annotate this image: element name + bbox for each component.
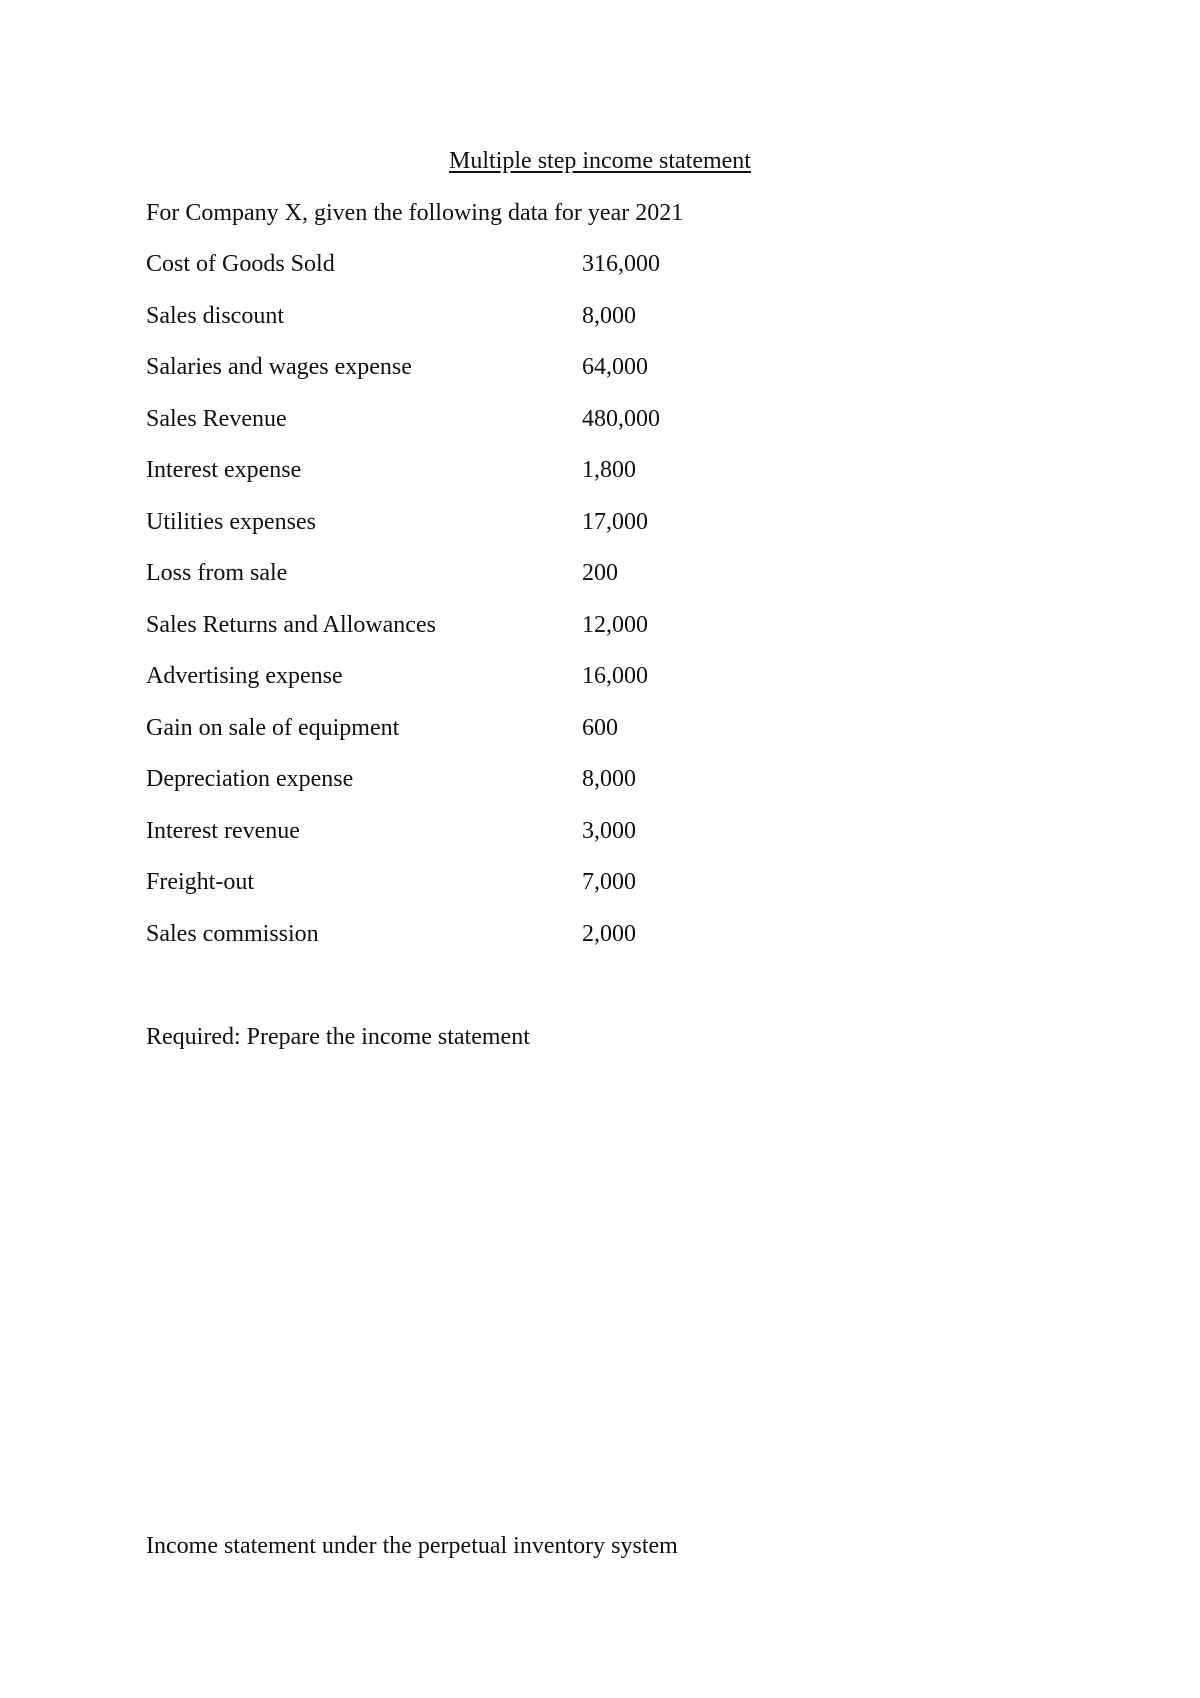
line-item: [146, 404, 846, 456]
line-item-value: 8,000: [582, 302, 636, 329]
line-item-value: 7,000: [582, 869, 636, 895]
line-item-label: Salaries and wages expense: [146, 354, 412, 380]
intro-text: For Company X, given the following data for year 2021: [146, 200, 684, 226]
line-item: [146, 352, 846, 404]
line-item-label: Advertising expense: [146, 663, 343, 689]
line-item-value: 600: [582, 714, 618, 741]
line-item-label: Interest expense: [146, 457, 302, 483]
line-item-label: Utilities expenses: [146, 508, 316, 535]
line-item-label: Cost of Goods Sold: [146, 251, 335, 277]
line-item-value: 3,000: [582, 817, 636, 844]
line-item-value: 1,800: [582, 457, 636, 483]
line-item-value: 64,000: [582, 354, 648, 380]
line-item-value: 316,000: [582, 251, 660, 277]
line-item: [146, 919, 846, 971]
line-item-label: Interest revenue: [146, 817, 300, 844]
line-item: [146, 558, 846, 610]
required-instruction: Required: Prepare the income statement: [146, 1024, 530, 1050]
line-item-label: Sales Returns and Allowances: [146, 611, 436, 638]
line-item-value: 8,000: [582, 766, 636, 792]
line-item-label: Gain on sale of equipment: [146, 714, 400, 741]
line-item-label: Loss from sale: [146, 560, 288, 586]
line-item: [146, 764, 846, 816]
line-item-label: Depreciation expense: [146, 766, 354, 792]
line-item: [146, 713, 846, 765]
line-item: [146, 249, 846, 301]
line-items-list: [146, 249, 846, 970]
line-item: [146, 661, 846, 713]
line-item: [146, 867, 846, 919]
line-item: [146, 816, 846, 868]
line-item-value: 17,000: [582, 508, 648, 535]
document-title: Multiple step income statement: [449, 148, 751, 174]
line-item-value: 480,000: [582, 405, 660, 432]
line-item-label: Sales commission: [146, 920, 319, 947]
line-item-label: Freight-out: [146, 869, 254, 895]
line-item: [146, 507, 846, 559]
line-item-value: 12,000: [582, 611, 648, 638]
line-item-value: 16,000: [582, 663, 648, 689]
section-heading: Income statement under the perpetual inventory system: [146, 1533, 678, 1559]
line-item: [146, 301, 846, 353]
line-item: [146, 455, 846, 507]
line-item-value: 2,000: [582, 920, 636, 947]
line-item-value: 200: [582, 560, 618, 586]
line-item-label: Sales Revenue: [146, 405, 287, 432]
line-item-label: Sales discount: [146, 302, 284, 329]
line-item: [146, 610, 846, 662]
